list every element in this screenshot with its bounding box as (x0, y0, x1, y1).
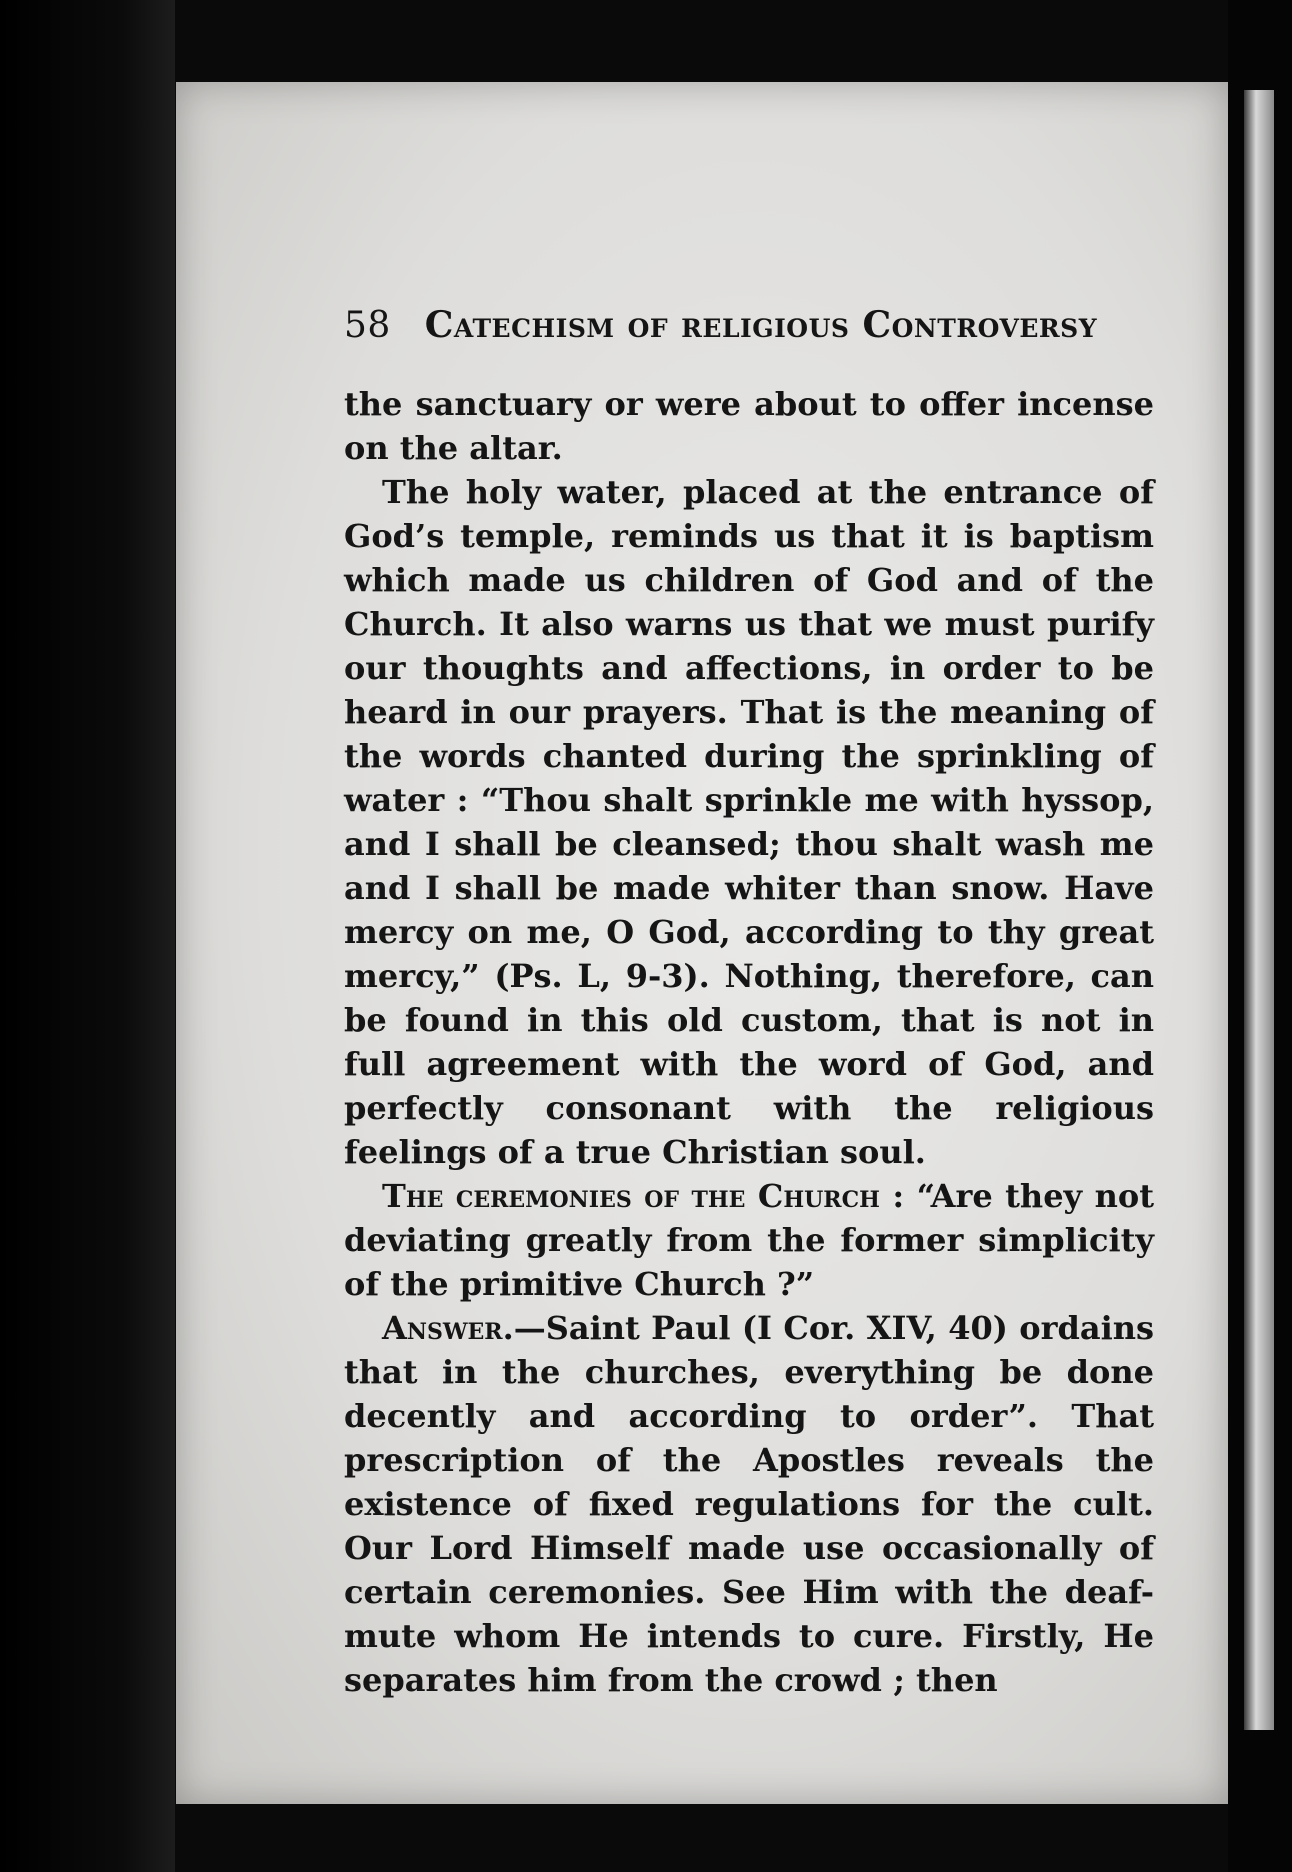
running-header (344, 304, 1154, 346)
paragraph-4 (344, 1306, 1154, 1702)
paragraph-3 (344, 1174, 1154, 1306)
paragraph-3-text: “Are they not deviating greatly from the former simplicity of the primitive Church ?” (344, 1177, 1154, 1303)
running-title: Catechism of religious Controversy (424, 304, 1098, 346)
paragraph-4-text: —Saint Paul (I Cor. XIV, 40) ordains that in the churches, everything be done decently and according to order”. That prescription of the Apostles reveals the existence of fixed regulations for the cult. Our Lord Himself made use occasionally of certain ceremonies. See Him with the deaf-mute whom He intends to cure. Firstly, He separates him from the crowd ; then (344, 1309, 1154, 1699)
book-page (176, 82, 1228, 1804)
paragraph-4-lead: Answer. (382, 1309, 514, 1347)
scan-left-margin (0, 0, 175, 1872)
paragraph-3-lead: The ceremonies of the Church : (382, 1177, 905, 1215)
page-number: 58 (344, 305, 391, 346)
paragraph-1: the sanctuary or were about to offer incense on the altar. (344, 385, 1154, 467)
paragraph-2: The holy water, placed at the entrance of God’s temple, reminds us that it is baptism which made us children of God and of the Church. It also warns us that we must purify our thoughts and affections, in order to be heard in our prayers. That is the meaning of the words chanted during the sprinkling of water : “Thou shalt sprinkle me with hyssop, and I shall be cleansed; thou shalt wash me and I shall be made whiter than snow. Have mercy on me, O God, according to thy great mercy,” (Ps. L, 9-3). Nothing, therefore, can be found in this old custom, that is not in full agreement with the word of God, and perfectly consonant with the religious feelings of a true Christian soul. (344, 473, 1154, 1171)
adjacent-page-edge (1244, 90, 1274, 1730)
page-content (344, 304, 1154, 1702)
